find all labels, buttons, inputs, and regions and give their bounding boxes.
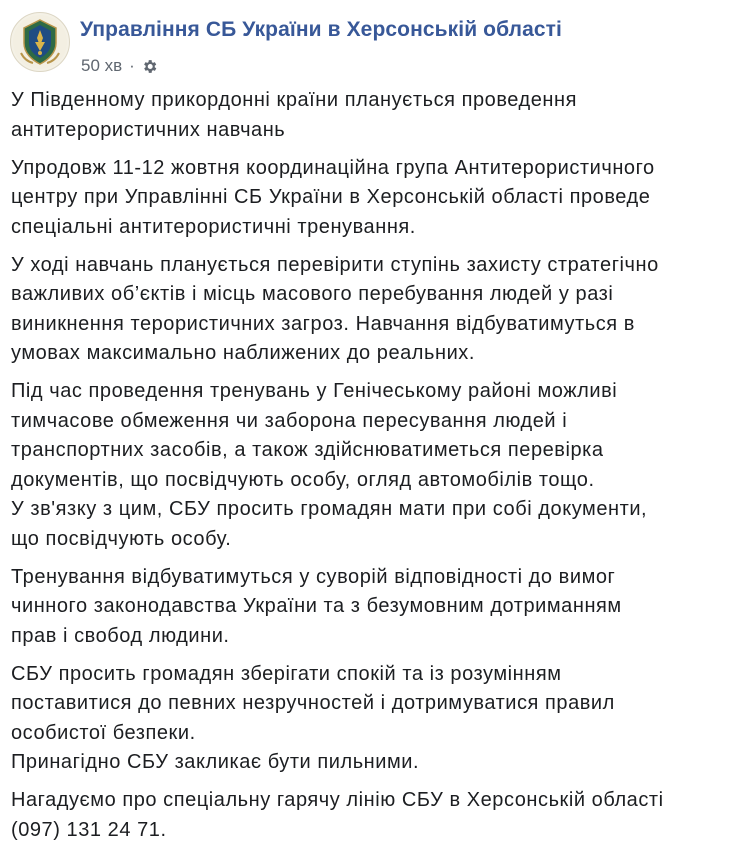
- post-paragraph-2: [11, 154, 733, 243]
- post-text-line: прав і свобод людини.: [11, 624, 230, 647]
- post-text-line: особистої безпеки.: [11, 721, 196, 744]
- post-text-line: важливих об’єктів і місць масового перебування людей у разі: [11, 283, 614, 305]
- post-text-line: документів, що посвідчують особу, огляд автомобілів тощо.: [11, 468, 595, 491]
- post-paragraph-5: [11, 563, 733, 652]
- post-paragraph-1: [11, 86, 733, 145]
- post-text-line: умовах максимально наближених до реальних.: [11, 342, 475, 364]
- page-avatar[interactable]: [10, 12, 70, 72]
- post-text-line: СБУ просить громадян зберігати спокій та із розумінням: [11, 662, 562, 685]
- post-text-line: (097) 131 24 71.: [11, 818, 167, 841]
- post-text-line: Принагідно СБУ закликає бути пильними.: [11, 751, 420, 773]
- post-text-line: Тренування відбуватимуться у суворій відповідності до вимог: [11, 565, 616, 588]
- post-timestamp[interactable]: 50 хв: [81, 56, 123, 75]
- post-text-line: тимчасове обмеження чи заборона пересування людей і: [11, 409, 568, 432]
- post-text-line: центру при Управлінні СБ України в Херсонській області проведе: [11, 186, 651, 208]
- sbu-emblem-icon: [11, 13, 69, 71]
- post-text-line: виникнення терористичних загроз. Навчання відбуватимуться в: [11, 312, 635, 335]
- post-text-line: що посвідчують особу.: [11, 527, 232, 550]
- post-text-line: спеціальні антитерористичні тренування.: [11, 215, 416, 238]
- post-text-line: У ході навчань планується перевірити ступінь захисту стратегічно: [11, 253, 659, 276]
- post-text-line: У зв'язку з цим, СБУ просить громадян мати при собі документи,: [11, 498, 648, 520]
- post-text-line: транспортних засобів, а також здійснюватиметься перевірка: [11, 439, 604, 461]
- page-name-link[interactable]: Управління СБ України в Херсонській області: [80, 18, 562, 41]
- post-body: [11, 86, 733, 854]
- post-text-line: поставитися до певних незручностей і дотримуватися правил: [11, 692, 615, 714]
- post-text-line: чинного законодавства України та з безумовним дотриманням: [11, 595, 622, 617]
- post-paragraph-3: [11, 251, 733, 369]
- post-text-line: Нагадуємо про спеціальну гарячу лінію СБУ в Херсонській області: [11, 789, 664, 811]
- post-text-line: антитерористичних навчань: [11, 118, 286, 141]
- post-meta: [81, 56, 158, 76]
- post-text-line: Під час проведення тренувань у Генічеському районі можливі: [11, 380, 618, 402]
- post-paragraph-6: [11, 660, 733, 778]
- post-text-line: У Південному прикордонні країни планується проведення: [11, 89, 577, 111]
- gear-icon[interactable]: [141, 58, 158, 75]
- post-paragraph-7: [11, 786, 733, 845]
- meta-separator: ·: [129, 56, 135, 75]
- post-paragraph-4: [11, 377, 733, 554]
- post-text-line: Упродовж 11-12 жовтня координаційна група Антитерористичного: [11, 156, 655, 179]
